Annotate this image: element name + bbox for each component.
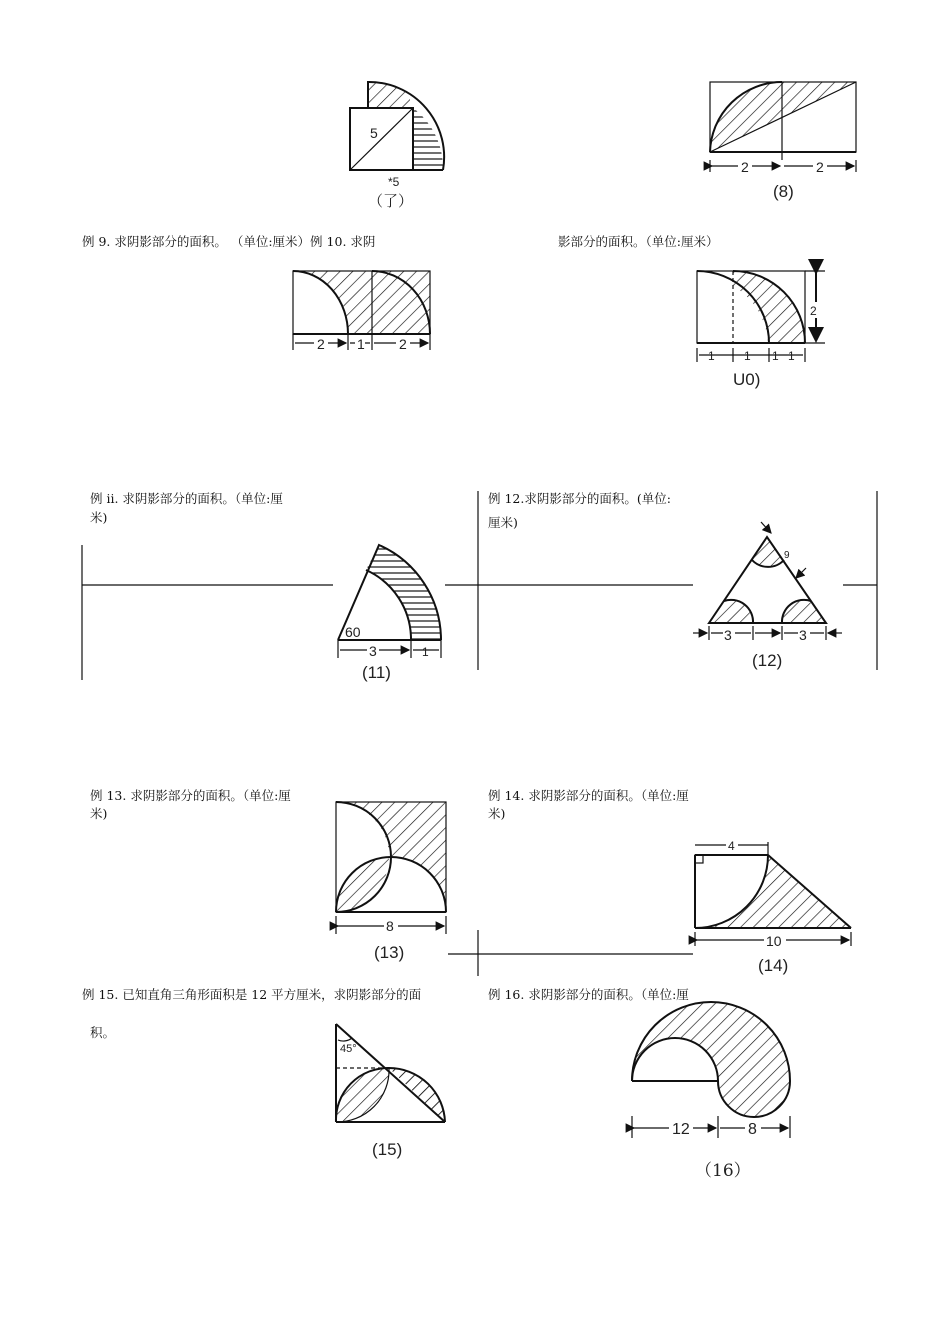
- example-12-text: 例 12.求阴影部分的面积。(单位:: [488, 491, 671, 506]
- figure-16-caption: （16）: [695, 1161, 751, 1181]
- f12-b-label: 3: [799, 627, 807, 643]
- figure-8-caption: (8): [773, 182, 794, 201]
- f10-d-label: 1: [788, 349, 795, 363]
- f12-r-label: 9: [784, 550, 790, 561]
- example-15-text: 例 15. 已知直角三角形面积是 12 平方厘米，求阴影部分的面: [82, 987, 422, 1002]
- f9-b-label: 1: [357, 336, 365, 352]
- f16-b-label: 8: [748, 1121, 757, 1138]
- f9-a-label: 2: [317, 336, 325, 352]
- example-12-text-2: 厘米): [488, 515, 518, 530]
- example-10-text-tail: 影部分的面积。（单位:厘米）: [558, 234, 719, 249]
- example-11-text: 例 ii. 求阴影部分的面积。（单位:厘: [90, 491, 283, 506]
- figure-14-caption: (14): [758, 956, 789, 975]
- figure-10-caption: U0): [733, 370, 761, 389]
- f11-a-label: 3: [369, 643, 377, 659]
- figure-13-caption: (13): [374, 943, 405, 962]
- f13-width-label: 8: [386, 918, 394, 934]
- example-13-text-2: 米): [90, 806, 108, 821]
- figure-11-caption: (11): [362, 663, 391, 682]
- example-15-text-2: 积。: [90, 1025, 116, 1040]
- f14-top-label: 4: [728, 839, 735, 853]
- example-11-text-2: 米): [90, 510, 108, 525]
- example-9-10-text: 例 9. 求阴影部分的面积。 （单位:厘米）例 10. 求阴: [82, 234, 376, 249]
- figure-12: [693, 522, 842, 643]
- f10-h-label: 2: [810, 304, 817, 318]
- figure-7-caption: （了）: [368, 193, 414, 210]
- f11-b-label: 1: [422, 645, 429, 659]
- figure-15: [336, 1024, 445, 1122]
- f8-left-label: 2: [741, 159, 749, 175]
- f12-a-label: 3: [724, 627, 732, 643]
- f7-diag-label: 5: [370, 125, 378, 141]
- figure-11: [338, 545, 441, 659]
- f16-a-label: 12: [672, 1121, 690, 1138]
- figure-10: [697, 271, 825, 363]
- figure-12-caption: (12): [752, 651, 783, 670]
- f14-bottom-label: 10: [766, 933, 782, 949]
- figure-8: [710, 82, 856, 175]
- f10-b-label: 1: [744, 349, 751, 363]
- example-14-text: 例 14. 求阴影部分的面积。（单位:厘: [488, 788, 689, 803]
- figure-7: [350, 82, 444, 189]
- f15-angle-label: 45°: [340, 1043, 357, 1055]
- f9-c-label: 2: [399, 336, 407, 352]
- f7-bottom-label: *5: [388, 175, 400, 189]
- figure-16: [632, 1002, 790, 1138]
- figure-13: [336, 802, 446, 934]
- f8-right-label: 2: [816, 159, 824, 175]
- figure-15-caption: (15): [372, 1140, 403, 1159]
- f10-a-label: 1: [708, 349, 715, 363]
- figure-9: [290, 271, 430, 352]
- figure-14: [695, 838, 851, 949]
- f11-angle-label: 60: [345, 624, 361, 640]
- example-13-text: 例 13. 求阴影部分的面积。（单位:厘: [90, 788, 291, 803]
- example-16-text: 例 16. 求阴影部分的面积。（单位:厘: [488, 987, 689, 1002]
- f10-c-label: 1: [772, 349, 779, 363]
- example-14-text-2: 米): [488, 806, 506, 821]
